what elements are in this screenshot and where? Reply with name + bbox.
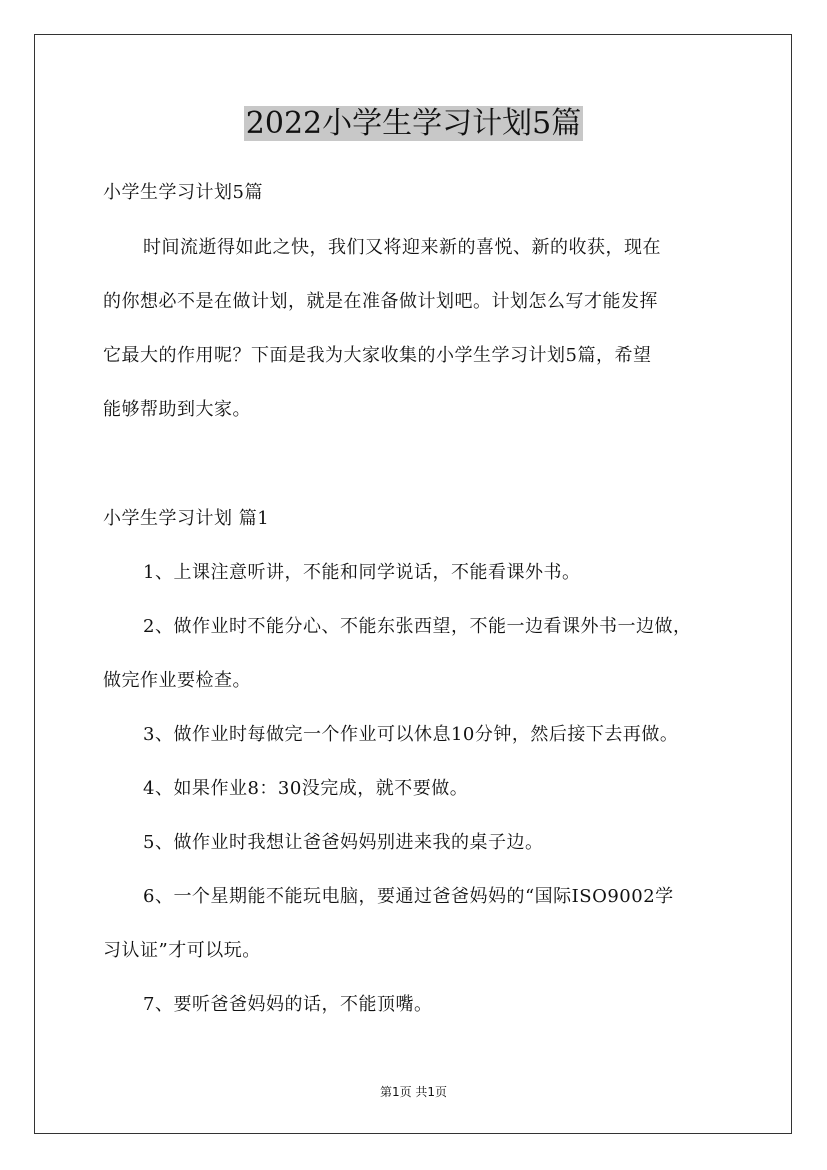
- list-item-3: 3、做作业时每做完一个作业可以休息10分钟，然后接下去再做。: [143, 724, 679, 745]
- document-subtitle: 小学生学习计划5篇: [103, 182, 263, 203]
- page-footer: 第1页 共1页: [379, 1085, 448, 1099]
- document-title: [0, 102, 827, 146]
- intro-line-3: 它最大的作用呢？下面是我为大家收集的小学生学习计划5篇，希望: [103, 345, 652, 366]
- list-item-7: 7、要听爸爸妈妈的话，不能顶嘴。: [143, 994, 433, 1015]
- list-item-4: 4、如果作业8：30没完成，就不要做。: [143, 778, 469, 799]
- list-item-6: 6、一个星期能不能玩电脑，要通过爸爸妈妈的“国际ISO9002学: [143, 886, 674, 907]
- section-heading: 小学生学习计划 篇1: [103, 508, 270, 529]
- list-item-6-continued: 习认证”才可以玩。: [103, 940, 261, 961]
- list-item-2: 2、做作业时不能分心、不能东张西望，不能一边看课外书一边做，: [143, 616, 692, 637]
- list-item-2-continued: 做完作业要检查。: [103, 670, 251, 691]
- intro-line-1: 时间流逝得如此之快，我们又将迎来新的喜悦、新的收获，现在: [143, 237, 661, 258]
- document-title-text: 2022小学生学习计划5篇: [245, 106, 582, 141]
- list-item-5: 5、做作业时我想让爸爸妈妈别进来我的桌子边。: [143, 832, 544, 853]
- list-item-1: 1、上课注意听讲，不能和同学说话，不能看课外书。: [143, 562, 581, 583]
- intro-line-2: 的你想必不是在做计划，就是在准备做计划吧。计划怎么写才能发挥: [103, 291, 658, 312]
- intro-line-4: 能够帮助到大家。: [103, 399, 251, 420]
